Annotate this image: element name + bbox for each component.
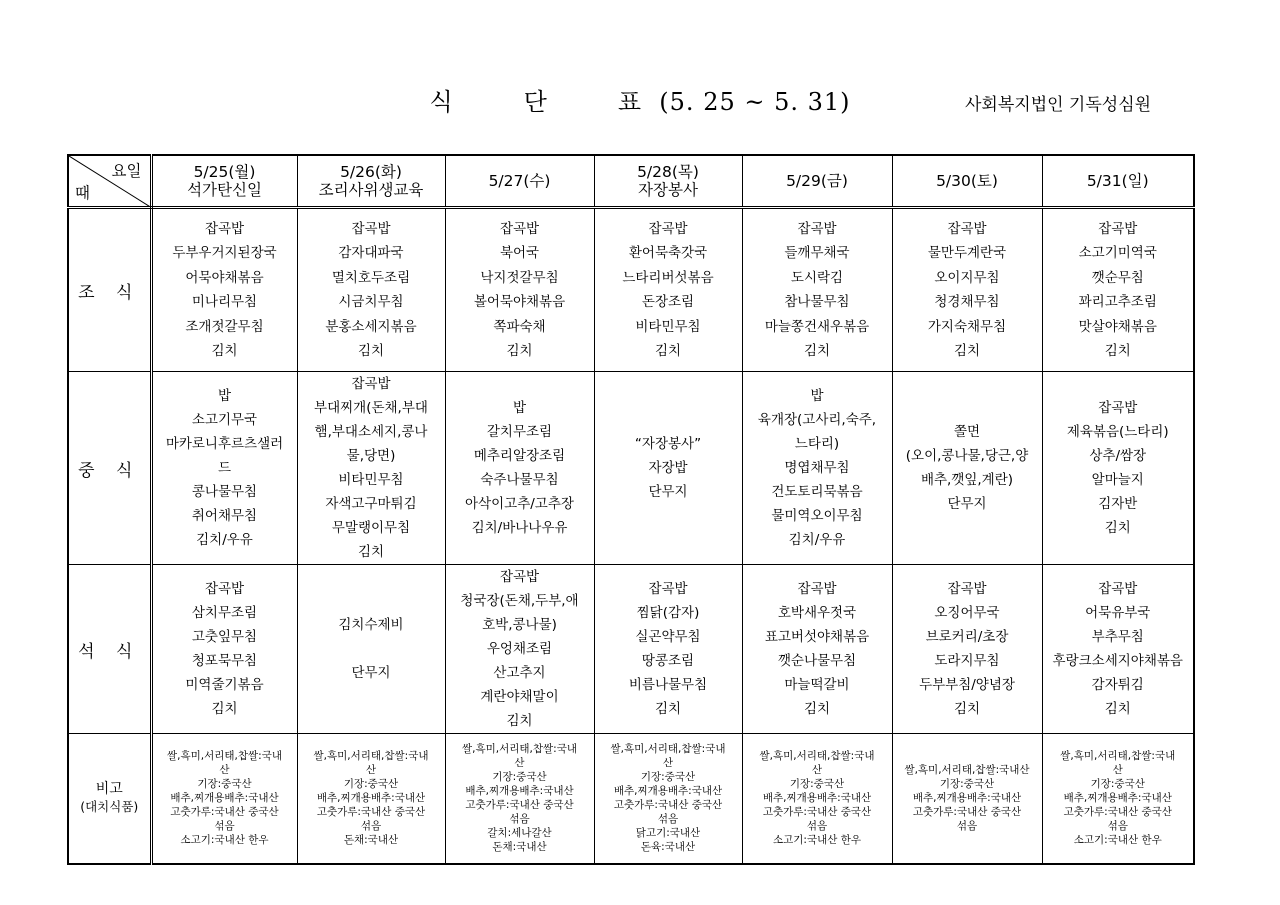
menu-item: 물만두계란국 xyxy=(927,245,1007,261)
day-header xyxy=(742,155,892,208)
menu-item: 김치 xyxy=(1104,520,1131,536)
menu-item: 육개장(고사리,숙주, xyxy=(757,412,877,428)
day-event: 조리사위생교육 xyxy=(318,181,424,199)
menu-item: 계란야채말이 xyxy=(480,689,559,705)
menu-cell xyxy=(892,565,1042,734)
day-header xyxy=(445,155,594,208)
menu-item: 배추,찌개용배추:국내산 xyxy=(316,792,426,805)
menu-item: (오이,콩나물,당근,양 xyxy=(905,448,1029,464)
menu-item: 미역줄기볶음 xyxy=(185,677,264,693)
menu-item: 고춧가루:국내산 중국산 xyxy=(613,799,723,812)
menu-item: 삼치무조림 xyxy=(191,605,258,621)
menu-item: 김치 xyxy=(654,701,682,717)
menu-item: “자장봉사” xyxy=(634,436,702,452)
menu-item: 닭고기:국내산 xyxy=(635,827,701,840)
menu-item: 산 xyxy=(514,757,525,770)
menu-item: 김치 xyxy=(803,701,831,717)
menu-item: 감자튀김 xyxy=(1091,677,1144,693)
menu-item: 기장:중국산 xyxy=(640,771,696,784)
menu-item: 밥 xyxy=(810,388,824,404)
menu-item: 깻순나물무침 xyxy=(777,653,857,669)
menu-item: 섞음 xyxy=(956,820,978,833)
day-event: 석가탄신일 xyxy=(187,181,262,199)
menu-item: 쫄면 xyxy=(953,424,981,440)
menu-item: 제육볶음(느타리) xyxy=(1066,424,1169,440)
menu-item: 돈장조림 xyxy=(641,294,695,310)
menu-item: 어묵야채볶음 xyxy=(185,269,264,286)
menu-item: 밥 xyxy=(217,388,232,404)
day-date: 5/25(월) xyxy=(193,163,256,181)
menu-item: 깻순무침 xyxy=(1091,269,1144,286)
day-date: 5/29(금) xyxy=(786,172,848,190)
origin-note-cell xyxy=(892,734,1042,864)
menu-item: 오징어무국 xyxy=(934,605,1000,621)
menu-item: 소고기:국내산 한우 xyxy=(772,834,862,847)
menu-item: 고춧가루:국내산 중국산 xyxy=(762,806,872,819)
origin-note-cell xyxy=(445,734,594,864)
menu-item: 오이지무침 xyxy=(934,269,1000,286)
title-char-3: 표 xyxy=(617,88,643,116)
menu-item: 잡곡밥 xyxy=(648,581,688,597)
menu-item: 기장:중국산 xyxy=(197,778,252,791)
title-date-range: (5. 25 ~ 5. 31) xyxy=(659,88,851,116)
menu-cell xyxy=(151,565,297,734)
menu-item: 아삭이고추/고추장 xyxy=(465,496,574,512)
menu-item: 김치수제비 xyxy=(338,617,404,633)
menu-cell xyxy=(594,565,742,734)
menu-item: 잡곡밥 xyxy=(797,220,837,237)
menu-item: 김치/우유 xyxy=(196,532,253,548)
organization-name: 사회복지법인 기독성심원 xyxy=(965,95,1152,115)
menu-item: 자장밥 xyxy=(648,460,688,476)
menu-item: 돈채:국내산 xyxy=(492,841,547,854)
corner-cell xyxy=(68,155,151,208)
menu-item: 김치 xyxy=(506,713,533,729)
menu-item: 산 xyxy=(662,757,674,770)
menu-item: 잡곡밥 xyxy=(797,581,837,597)
menu-item: 김치/우유 xyxy=(788,532,846,548)
day-date: 5/31(일) xyxy=(1086,172,1149,190)
menu-item: 환어묵축갓국 xyxy=(628,245,708,261)
menu-item: 단무지 xyxy=(947,496,987,512)
menu-item: 쌀,흑미,서리태,찹쌀:국내 xyxy=(313,750,429,763)
menu-cell xyxy=(594,208,742,372)
day-header xyxy=(594,155,742,208)
menu-item: 자색고구마튀김 xyxy=(325,496,417,512)
menu-item: 두부부침/양념장 xyxy=(919,677,1015,693)
menu-cell xyxy=(892,208,1042,372)
menu-item: 청포묵무침 xyxy=(191,653,258,669)
menu-item: 알마늘지 xyxy=(1091,472,1144,488)
menu-cell xyxy=(445,208,594,372)
menu-item: 김치 xyxy=(654,343,682,359)
menu-item: 호박,콩나물) xyxy=(482,617,557,633)
menu-item: 어묵유부국 xyxy=(1085,605,1151,621)
menu-item: 느타리버섯볶음 xyxy=(622,269,714,286)
day-date: 5/28(목) xyxy=(637,163,699,181)
lunch-row xyxy=(68,372,1194,565)
menu-item: 부대찌개(돈채,부대 xyxy=(314,400,428,416)
menu-item: 청국장(돈채,두부,애 xyxy=(460,593,579,609)
menu-item: 김치 xyxy=(953,701,981,717)
day-date: 5/27(수) xyxy=(488,172,551,190)
menu-item: 잡곡밥 xyxy=(1098,581,1138,597)
menu-item: 섞음 xyxy=(214,820,235,833)
menu-item: 부추무침 xyxy=(1091,629,1144,645)
menu-item: 김치 xyxy=(1104,343,1131,359)
day-header xyxy=(1042,155,1194,208)
menu-item: 땅콩조림 xyxy=(641,653,695,669)
menu-item: 찜닭(감자) xyxy=(636,605,700,621)
menu-item: 메추리알장조림 xyxy=(473,448,566,464)
menu-item: 산고추지 xyxy=(493,665,546,681)
menu-item: 단무지 xyxy=(351,665,391,681)
menu-item: 김치 xyxy=(1104,701,1131,717)
menu-item: 배추,찌개용배추:국내산 xyxy=(465,785,574,798)
menu-cell xyxy=(1042,208,1194,372)
menu-item: 갈치무조림 xyxy=(486,424,553,440)
menu-item: 잡곡밥 xyxy=(351,220,391,237)
menu-item: 건도토리묵볶음 xyxy=(771,484,863,500)
menu-item: 밥 xyxy=(512,400,527,416)
menu-item: 감자대파국 xyxy=(338,245,404,261)
menu-item: 고춧가루:국내산 중국산 xyxy=(316,806,426,819)
menu-item: 조개젓갈무침 xyxy=(185,318,264,335)
menu-cell xyxy=(594,372,742,565)
menu-item: 김치 xyxy=(357,343,385,359)
menu-item: 김치/바나나우유 xyxy=(471,520,568,536)
menu-cell xyxy=(1042,372,1194,565)
menu-item: 도시락김 xyxy=(790,269,844,286)
menu-item: 호박새우젓국 xyxy=(777,605,857,621)
day-header xyxy=(297,155,445,208)
menu-item: 김자반 xyxy=(1098,496,1138,512)
menu-item: 배추,찌개용배추:국내산 xyxy=(170,792,279,805)
menu-item: 쌀,흑미,서리태,찹쌀:국내 xyxy=(759,750,875,763)
menu-item: 비름나물무침 xyxy=(628,677,708,693)
menu-item: 취어채무침 xyxy=(191,508,258,524)
menu-item: 브로커리/초장 xyxy=(925,629,1009,645)
menu-item: 멸치호두조림 xyxy=(331,269,411,286)
menu-item: 기장:중국산 xyxy=(1090,778,1145,791)
header-row xyxy=(68,155,1194,208)
menu-item: 명엽채무침 xyxy=(784,460,850,476)
menu-item: 실곤약무침 xyxy=(635,629,701,645)
notes-row xyxy=(68,734,1194,864)
origin-note-cell xyxy=(742,734,892,864)
menu-item: 섞음 xyxy=(360,820,382,833)
menu-item: 고춧가루:국내산 중국산 xyxy=(170,806,279,819)
menu-item: 김치 xyxy=(953,343,981,359)
menu-item: 기장:중국산 xyxy=(939,778,995,791)
menu-item: 잡곡밥 xyxy=(1098,400,1138,416)
breakfast-row xyxy=(68,208,1194,372)
menu-cell xyxy=(742,208,892,372)
menu-item: 콩나물무침 xyxy=(191,484,258,500)
menu-item: 소고기:국내산 한우 xyxy=(1073,834,1162,847)
menu-item: 소고기미역국 xyxy=(1078,245,1157,261)
menu-item: 후랑크소세지야채볶음 xyxy=(1052,653,1183,669)
meal-label-dinner: 석 식 xyxy=(68,565,151,734)
menu-item: 상추/쌈장 xyxy=(1089,448,1147,464)
menu-item: 드 xyxy=(217,460,232,476)
menu-item: 잡곡밥 xyxy=(204,581,245,597)
menu-item: 미나리무침 xyxy=(191,294,258,310)
menu-item: 산 xyxy=(219,764,230,777)
menu-item: 볼어묵야채볶음 xyxy=(473,294,566,310)
day-event: 자장봉사 xyxy=(638,181,698,199)
menu-item: 단무지 xyxy=(648,484,688,500)
meal-label-notes xyxy=(68,734,151,864)
menu-item: 햄,부대소세지,콩나 xyxy=(314,424,428,440)
menu-item: 시금치무침 xyxy=(338,294,404,310)
menu-item: 기장:중국산 xyxy=(343,778,399,791)
menu-item: 참나물무침 xyxy=(784,294,850,310)
meal-label-breakfast: 조 식 xyxy=(68,208,151,372)
menu-item: 기장:중국산 xyxy=(492,771,547,784)
menu-item: 잡곡밥 xyxy=(351,376,391,392)
menu-item: 두부우거지된장국 xyxy=(172,245,277,261)
menu-item: 도라지무침 xyxy=(934,653,1000,669)
menu-cell xyxy=(297,565,445,734)
menu-cell xyxy=(151,208,297,372)
menu-item: 느타리) xyxy=(794,436,840,452)
menu-item: 잡곡밥 xyxy=(499,569,540,585)
menu-item: 잡곡밥 xyxy=(648,220,688,237)
menu-item: 마카로니후르츠샐러 xyxy=(165,436,284,452)
menu-item: 산 xyxy=(1112,764,1123,777)
menu-item: 배추,찌개용배추:국내산 xyxy=(613,785,723,798)
menu-item: 낙지젓갈무침 xyxy=(480,269,559,286)
menu-item: 잡곡밥 xyxy=(499,220,540,237)
notes-label: 비고 xyxy=(95,781,123,798)
menu-item: 고춧가루:국내산 중국산 xyxy=(912,806,1022,819)
menu-cell xyxy=(297,372,445,565)
menu-item: 돈채:국내산 xyxy=(343,834,399,847)
menu-item: 가지숙채무침 xyxy=(927,318,1007,335)
menu-item: 쌀,흑미,서리태,찹쌀:국내 xyxy=(610,743,726,756)
menu-item: 고춧가루:국내산 중국산 xyxy=(465,799,574,812)
menu-item: 쪽파숙채 xyxy=(493,318,546,335)
menu-cell xyxy=(151,372,297,565)
menu-item: 소고기무국 xyxy=(191,412,258,428)
menu-item: 고춧가루:국내산 중국산 xyxy=(1063,806,1172,819)
menu-item: 돈육:국내산 xyxy=(640,841,696,854)
menu-item: 마늘쫑건새우볶음 xyxy=(764,318,870,335)
menu-item: 들깨무채국 xyxy=(784,245,850,261)
day-date: 5/30(토) xyxy=(936,172,998,190)
menu-item: 소고기:국내산 한우 xyxy=(180,834,269,847)
menu-item: 우엉채조림 xyxy=(486,641,553,657)
menu-item: 꽈리고추조림 xyxy=(1078,294,1157,310)
menu-item: 잡곡밥 xyxy=(204,220,245,237)
menu-item: 배추,찌개용배추:국내산 xyxy=(912,792,1022,805)
menu-item: 김치 xyxy=(211,343,238,359)
menu-item: 기장:중국산 xyxy=(789,778,845,791)
menu-item: 섞음 xyxy=(657,813,679,826)
menu-item xyxy=(298,637,445,661)
menu-item: 쌀,흑미,서리태,찹쌀:국내 xyxy=(462,743,577,756)
menu-item: 고춧잎무침 xyxy=(191,629,258,645)
menu-item: 맛살야채볶음 xyxy=(1078,318,1157,335)
menu-item: 표고버섯야채볶음 xyxy=(764,629,870,645)
origin-note-cell xyxy=(297,734,445,864)
menu-item: 숙주나물무침 xyxy=(480,472,559,488)
menu-item: 무말랭이무침 xyxy=(331,520,411,536)
menu-item: 김치 xyxy=(506,343,533,359)
menu-cell xyxy=(892,372,1042,565)
menu-item: 마늘떡갈비 xyxy=(784,677,850,693)
menu-cell xyxy=(445,372,594,565)
menu-item: 배추,깻잎,계란) xyxy=(920,472,1014,488)
menu-item: 쌀,흑미,서리태,찹쌀:국내 xyxy=(1060,750,1176,763)
menu-cell xyxy=(742,565,892,734)
menu-item: 청경채무침 xyxy=(934,294,1000,310)
title-char-2: 단 xyxy=(523,88,548,116)
menu-table xyxy=(67,154,1195,865)
menu-item: 산 xyxy=(811,764,823,777)
day-date: 5/26(화) xyxy=(340,163,402,181)
corner-meal-label: 때 xyxy=(75,184,90,202)
menu-item: 비타민무침 xyxy=(338,472,404,488)
menu-item: 김치 xyxy=(803,343,831,359)
menu-cell xyxy=(1042,565,1194,734)
menu-item: 섞음 xyxy=(509,813,530,826)
menu-item: 분홍소세지볶음 xyxy=(325,318,417,335)
meal-label-lunch: 중 식 xyxy=(68,372,151,565)
menu-cell xyxy=(742,372,892,565)
menu-item: 김치 xyxy=(211,701,238,717)
menu-item: 섞음 xyxy=(806,820,828,833)
menu-item: 비타민무침 xyxy=(635,318,701,335)
menu-cell xyxy=(297,208,445,372)
menu-item: 섞음 xyxy=(1107,820,1128,833)
menu-item: 잡곡밥 xyxy=(947,581,987,597)
menu-item: 물미역오이무침 xyxy=(771,508,863,524)
origin-note-cell xyxy=(1042,734,1194,864)
menu-item: 배추,찌개용배추:국내산 xyxy=(1063,792,1172,805)
menu-item: 잡곡밥 xyxy=(947,220,987,237)
dinner-row xyxy=(68,565,1194,734)
menu-item: 물,당면) xyxy=(346,448,396,464)
origin-note-cell xyxy=(594,734,742,864)
menu-cell xyxy=(445,565,594,734)
origin-note-cell xyxy=(151,734,297,864)
menu-item: 배추,찌개용배추:국내산 xyxy=(762,792,872,805)
menu-item: 잡곡밥 xyxy=(1098,220,1138,237)
title-char-1: 식 xyxy=(429,88,454,116)
menu-item: 산 xyxy=(365,764,377,777)
day-header xyxy=(151,155,297,208)
menu-item: 김치 xyxy=(357,544,385,560)
day-header xyxy=(892,155,1042,208)
notes-sublabel: (대치식품) xyxy=(80,799,139,815)
corner-day-label: 요일 xyxy=(111,162,142,180)
menu-item: 쌀,흑미,서리태,찹쌀:국내산 xyxy=(904,764,1030,777)
menu-item: 갈치:세나갈산 xyxy=(487,827,552,840)
menu-item: 쌀,흑미,서리태,찹쌀:국내 xyxy=(167,750,282,763)
menu-item: 북어국 xyxy=(499,245,540,261)
